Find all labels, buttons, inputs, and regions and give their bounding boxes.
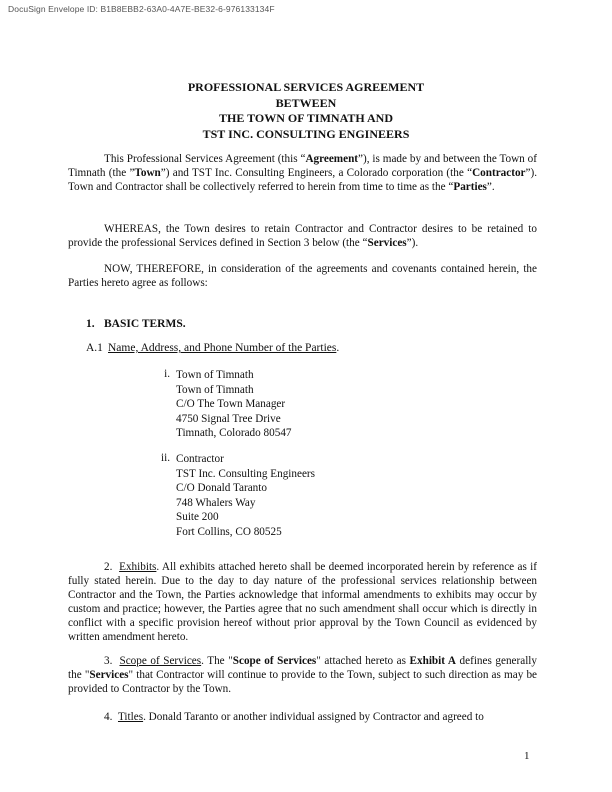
subsection-a1-label: Name, Address, and Phone Number of the Parties xyxy=(108,342,337,354)
intro-paragraph: This Professional Services Agreement (this “Agreement”), is made by and between the Town of Timnath (the ”Town”) and TST Inc. Consulting Engineers, a Colorado corporation (the “Contractor”). Town and Contractor shall be collectively referred to herein from time to time as the “Parties”. xyxy=(68,153,538,193)
section-2-exhibits: 2. Exhibits. All exhibits attached hereto shall be deemed incorporated herein by reference as if fully stated herein. Due to the day to day nature of the professional services relationship between Contractor and the Town, the Parties acknowledge that informal amendments to exhibits may occur by custom and practice; however, the Parties agree that no such amendment shall occur which is directly in conflict with a specific provision hereof without prior approval by the Town Council as evidenced by written amendment hereto. xyxy=(68,561,538,643)
party-i-numeral: i. xyxy=(164,368,170,380)
party-i-address xyxy=(176,368,292,441)
subsection-a1-number: A.1 xyxy=(86,342,103,354)
section-1-label: BASIC TERMS. xyxy=(104,318,186,330)
party-ii-address xyxy=(176,452,315,539)
section-1-heading xyxy=(86,318,186,330)
subsection-a1-heading: A.1 Name, Address, and Phone Number of the Parties. xyxy=(86,342,340,354)
page-number: 1 xyxy=(524,750,530,762)
now-therefore-paragraph: NOW, THEREFORE, in consideration of the agreements and covenants contained herein, the Parties hereto agree as follows: xyxy=(68,263,537,289)
address-line: 748 Whalers Way xyxy=(176,496,256,509)
address-line: C/O Donald Taranto xyxy=(176,482,267,494)
address-line: Timnath, Colorado 80547 xyxy=(176,427,292,439)
exhibits-label: Exhibits xyxy=(119,561,157,573)
section-1-number: 1. xyxy=(86,318,95,330)
document-title xyxy=(0,80,612,142)
address-line: Fort Collins, CO 80525 xyxy=(176,525,282,538)
title-line-3: THE TOWN OF TIMNATH AND xyxy=(218,111,394,125)
address-line: Town of Timnath xyxy=(176,383,254,396)
party-ii-numeral: ii. xyxy=(160,452,170,464)
whereas-paragraph: WHEREAS, the Town desires to retain Contractor and Contractor desires to be retained to provide the professional Services defined in Section 3 below (the “Services”). xyxy=(68,223,537,249)
address-line: Town of Timnath xyxy=(176,369,254,381)
scope-label: Scope of Services xyxy=(119,655,202,667)
docusign-envelope-id: DocuSign Envelope ID: B1B8EBB2-63A0-4A7E-BE32-6-976133134F xyxy=(8,4,275,14)
title-line-1: PROFESSIONAL SERVICES AGREEMENT xyxy=(187,80,425,94)
address-line: Suite 200 xyxy=(176,511,219,523)
address-line: Contractor xyxy=(176,453,224,465)
address-line: TST Inc. Consulting Engineers xyxy=(176,467,316,480)
section-3-scope: 3. Scope of Services. The "Scope of Services" attached hereto as Exhibit A defines generally the "Services" that Contractor will continue to provide to the Town, subject to such direction as may be provided to Contractor by the Town. xyxy=(68,655,538,695)
address-line: C/O The Town Manager xyxy=(176,398,286,410)
title-line-2: BETWEEN xyxy=(275,95,337,110)
titles-label: Titles xyxy=(117,711,144,723)
title-line-4: TST INC. CONSULTING ENGINEERS xyxy=(202,126,410,141)
address-line: 4750 Signal Tree Drive xyxy=(176,412,281,425)
section-4-titles: 4. Titles. Donald Taranto or another individual assigned by Contractor and agreed to xyxy=(104,711,484,723)
